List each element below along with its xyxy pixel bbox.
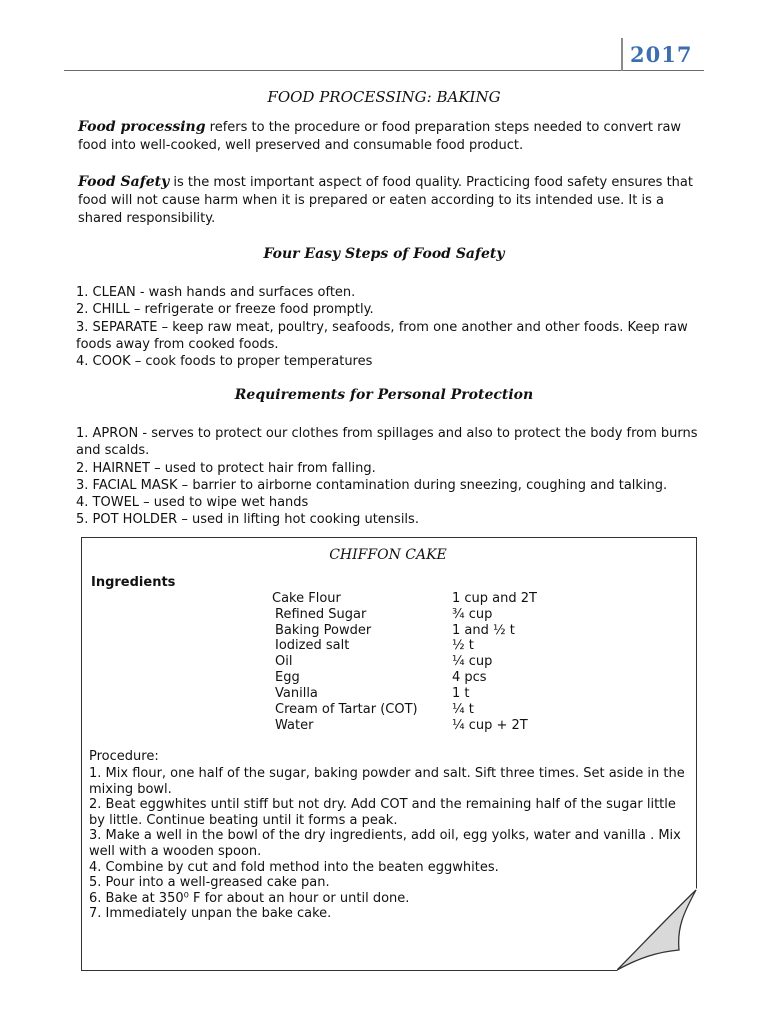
definition-food-safety xyxy=(78,173,698,228)
ingredient-name: Cake Flour xyxy=(272,591,341,606)
ingredient-quantity: ¼ cup xyxy=(452,654,493,669)
list-item: 4. COOK – cook foods to proper temperatures xyxy=(76,354,373,370)
header-year-separator xyxy=(621,38,623,71)
ingredient-quantity: 1 cup and 2T xyxy=(452,591,537,606)
food-safety-steps-list xyxy=(76,284,716,370)
list-item: 2. HAIRNET – used to protect hair from falling. xyxy=(76,460,376,476)
list-item: 5. POT HOLDER – used in lifting hot cooking utensils. xyxy=(76,512,419,528)
personal-protection-list xyxy=(76,425,716,529)
ingredient-name: Egg xyxy=(275,670,300,685)
recipe-title: CHIFFON CAKE xyxy=(329,547,447,563)
list-item: 3. FACIAL MASK – barrier to airborne contamination during sneezing, coughing and talking. xyxy=(76,477,668,493)
header-year: 2017 xyxy=(630,42,693,67)
procedure-heading: Procedure: xyxy=(89,749,159,764)
procedure-step: 7. Immediately unpan the bake cake. xyxy=(89,906,332,922)
definition-text: is the most important aspect of food quality. Practicing food safety ensures that food will not cause harm when it is prepared or eaten according to its intended use. It is a shared responsibility. xyxy=(78,175,693,226)
procedure-step: 3. Make a well in the bowl of the dry ingredients, add oil, egg yolks, water and vanilla . Mix well with a wooden spoon. xyxy=(89,828,681,859)
procedure-list xyxy=(89,766,689,922)
ingredient-quantity: 4 pcs xyxy=(452,670,487,685)
term-food-safety: Food Safety xyxy=(78,174,170,190)
ingredient-name: Iodized salt xyxy=(275,638,350,653)
list-item: 4. TOWEL – used to wipe wet hands xyxy=(76,495,309,511)
procedure-step: 2. Beat eggwhites until stiff but not dry. Add COT and the remaining half of the sugar little by little. Continue beating until it forms a peak. xyxy=(89,797,676,828)
section-title-food-safety-steps: Four Easy Steps of Food Safety xyxy=(263,246,505,262)
term-food-processing: Food processing xyxy=(78,119,206,135)
page-title: FOOD PROCESSING: BAKING xyxy=(267,88,501,106)
ingredient-quantity: ½ t xyxy=(452,638,474,653)
header-rule xyxy=(64,70,704,71)
procedure-step: 1. Mix flour, one half of the sugar, baking powder and salt. Sift three times. Set aside in the mixing bowl. xyxy=(89,766,685,797)
list-item: 2. CHILL – refrigerate or freeze food promptly. xyxy=(76,302,374,318)
procedure-step: 6. Bake at 350⁰ F for about an hour or until done. xyxy=(89,890,410,906)
ingredient-quantity: 1 t xyxy=(452,686,470,701)
ingredient-name: Water xyxy=(275,718,314,733)
ingredient-quantity: ¾ cup xyxy=(452,607,493,622)
list-item: 1. CLEAN - wash hands and surfaces often. xyxy=(76,285,356,300)
ingredient-name: Cream of Tartar (COT) xyxy=(275,702,418,717)
procedure-step: 5. Pour into a well-greased cake pan. xyxy=(89,875,330,891)
list-item: 3. SEPARATE – keep raw meat, poultry, seafoods, from one another and other foods. Keep raw foods away from cooked foods. xyxy=(76,319,688,352)
ingredient-quantity: ¼ cup + 2T xyxy=(452,718,528,733)
ingredients-heading: Ingredients xyxy=(91,575,176,590)
ingredient-name: Baking Powder xyxy=(275,623,372,638)
definition-food-processing xyxy=(78,118,698,155)
ingredient-quantity: 1 and ½ t xyxy=(452,623,515,638)
procedure-step: 4. Combine by cut and fold method into the beaten eggwhites. xyxy=(89,859,499,875)
definition-text: refers to the procedure or food preparation steps needed to convert raw food into well-cooked, well preserved and consumable food product. xyxy=(78,120,682,153)
list-item: 1. APRON - serves to protect our clothes from spillages and also to protect the body from burns and scalds. xyxy=(76,426,698,459)
ingredient-name: Refined Sugar xyxy=(275,607,367,622)
ingredient-quantity: ¼ t xyxy=(452,702,474,717)
ingredient-name: Vanilla xyxy=(275,686,318,701)
section-title-personal-protection: Requirements for Personal Protection xyxy=(234,387,534,403)
ingredient-name: Oil xyxy=(275,654,293,669)
